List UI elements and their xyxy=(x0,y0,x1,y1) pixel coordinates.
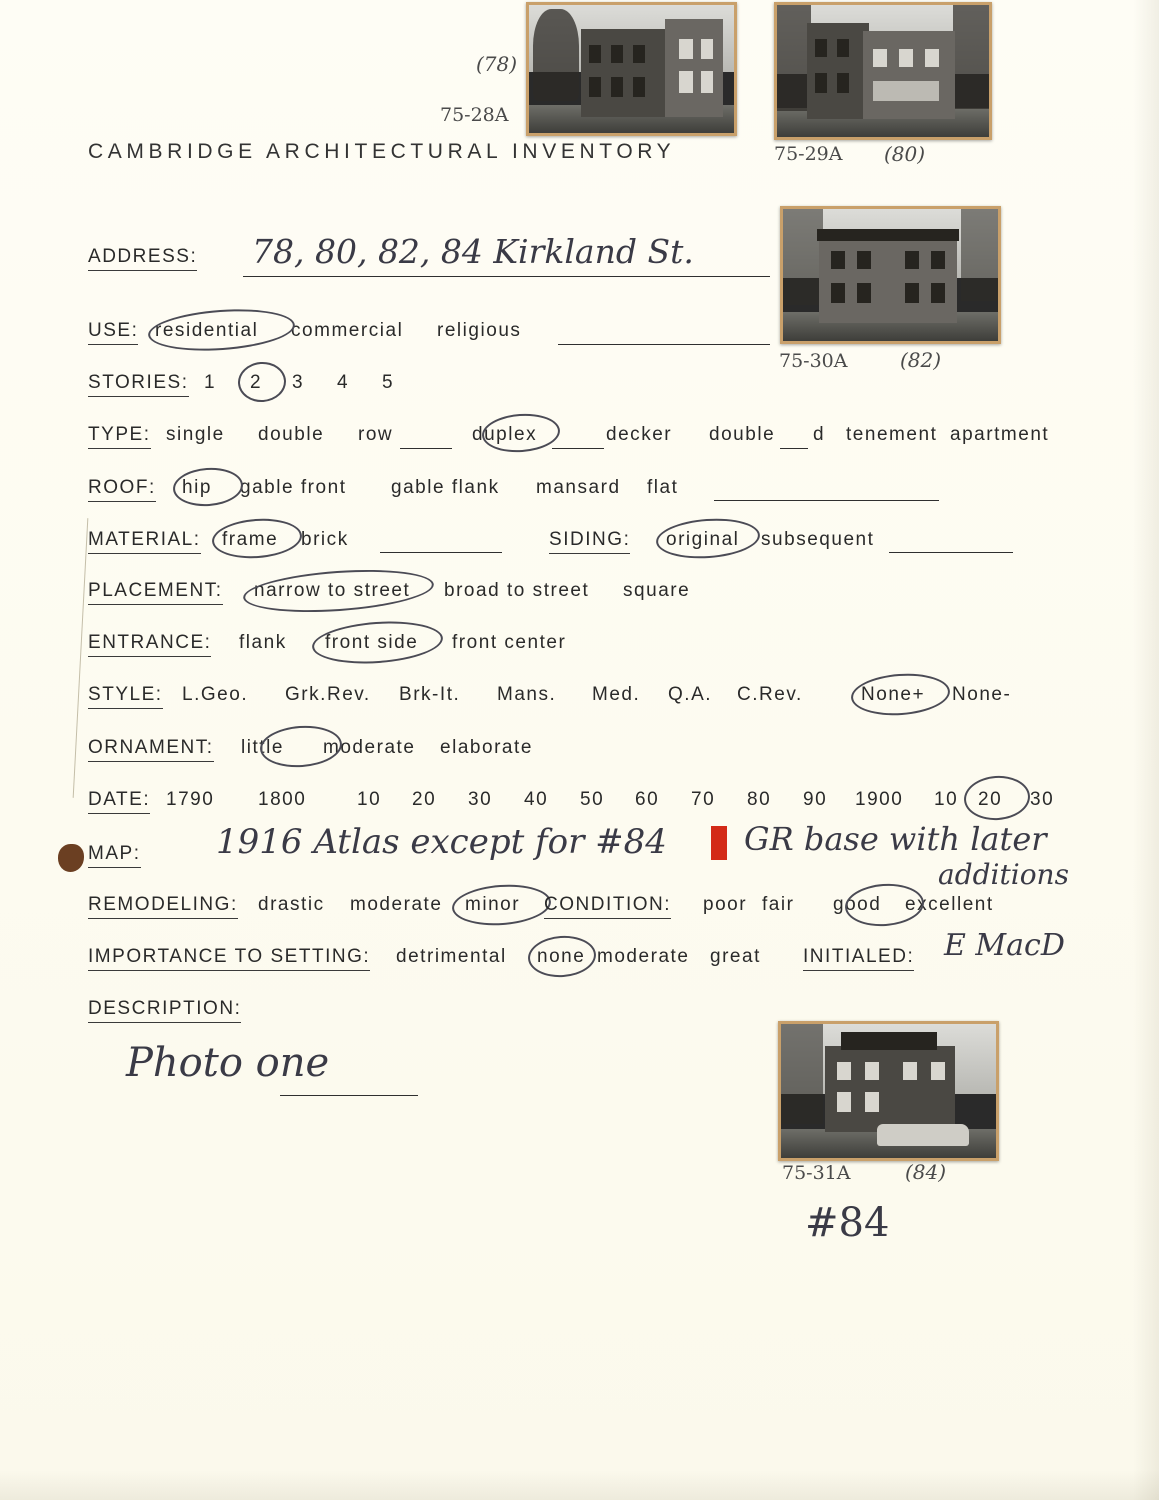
photo-number-82: (82) xyxy=(900,348,942,372)
style-option-none-plus[interactable]: None+ xyxy=(861,684,926,705)
window-shape xyxy=(837,73,849,93)
roof-selection-circle xyxy=(172,466,244,509)
material-selection-circle xyxy=(211,516,304,561)
style-selection-circle xyxy=(850,671,952,719)
placement-option-broad[interactable]: broad to street xyxy=(444,580,590,601)
date-option-80[interactable]: 80 xyxy=(747,789,772,810)
bottom-note: #84 xyxy=(805,1200,890,1246)
type-option-single[interactable]: single xyxy=(166,424,225,445)
placement-selection-circle xyxy=(242,564,435,617)
type-rule-1 xyxy=(400,448,452,449)
tree-icon xyxy=(783,209,823,305)
material-label: MATERIAL: xyxy=(88,529,201,554)
date-selection-circle xyxy=(963,774,1032,822)
photo-caption-80: 75-29A xyxy=(774,143,843,165)
type-option-decker[interactable]: decker xyxy=(606,424,673,445)
material-option-frame[interactable]: frame xyxy=(222,529,279,550)
description-rule xyxy=(280,1095,418,1096)
remodeling-option-moderate[interactable]: moderate xyxy=(350,894,443,915)
remodeling-selection-circle xyxy=(451,882,553,929)
house-shape xyxy=(863,31,955,119)
initialed-value: E MacD xyxy=(944,928,1065,963)
window-shape xyxy=(701,71,713,93)
type-rule-2 xyxy=(552,448,604,449)
type-selection-circle xyxy=(481,411,561,454)
stories-selection-circle xyxy=(237,360,288,403)
roof-option-flat[interactable]: flat xyxy=(647,477,679,498)
use-selection-circle xyxy=(147,305,296,355)
window-shape xyxy=(865,1092,879,1112)
style-option-lgeo[interactable]: L.Geo. xyxy=(182,684,249,705)
stories-option-1[interactable]: 1 xyxy=(204,372,217,393)
roof-option-gable-flank[interactable]: gable flank xyxy=(391,477,500,498)
remodeling-option-drastic[interactable]: drastic xyxy=(258,894,325,915)
page-title: CAMBRIDGE ARCHITECTURAL INVENTORY xyxy=(88,140,676,163)
page-edge-shadow xyxy=(1133,0,1159,1500)
window-shape xyxy=(815,73,827,93)
roof-rule xyxy=(714,500,939,501)
siding-rule xyxy=(889,552,1013,553)
roof-option-gable-front[interactable]: gable front xyxy=(240,477,347,498)
condition-selection-circle xyxy=(844,881,926,928)
address-value: 78, 80, 82, 84 Kirkland St. xyxy=(252,232,694,271)
photo-number-84: (84) xyxy=(905,1160,947,1184)
house-shape xyxy=(581,29,671,117)
description-label: DESCRIPTION: xyxy=(88,998,241,1023)
use-option-residential[interactable]: residential xyxy=(155,320,259,341)
paper-crease xyxy=(73,518,89,798)
house-shape xyxy=(825,1046,955,1132)
importance-option-great[interactable]: great xyxy=(710,946,761,967)
importance-option-none[interactable]: none xyxy=(537,946,586,967)
window-shape xyxy=(873,49,887,67)
photo-78 xyxy=(526,2,737,136)
window-shape xyxy=(857,283,871,303)
ornament-option-moderate[interactable]: moderate xyxy=(323,737,416,758)
type-option-apartment[interactable]: apartment xyxy=(950,424,1050,445)
entrance-option-front-side[interactable]: front side xyxy=(325,632,419,653)
window-shape xyxy=(837,1092,851,1112)
house-shape xyxy=(807,23,869,119)
window-shape xyxy=(899,49,913,67)
window-shape xyxy=(837,1062,851,1080)
window-shape xyxy=(633,45,645,63)
stories-option-4[interactable]: 4 xyxy=(337,372,350,393)
importance-label: IMPORTANCE TO SETTING: xyxy=(88,946,370,971)
red-mark xyxy=(711,826,727,860)
stories-option-3[interactable]: 3 xyxy=(292,372,305,393)
condition-option-good[interactable]: good xyxy=(833,894,882,915)
ornament-option-little[interactable]: little xyxy=(241,737,284,758)
photo-number-78: (78) xyxy=(476,52,518,76)
address-label: ADDRESS: xyxy=(88,246,197,271)
importance-option-detrimental[interactable]: detrimental xyxy=(396,946,507,967)
window-shape xyxy=(931,1062,945,1080)
style-option-med[interactable]: Med. xyxy=(592,684,641,705)
material-option-brick[interactable]: brick xyxy=(301,529,349,550)
window-shape xyxy=(903,1062,917,1080)
photo-number-80: (80) xyxy=(884,142,926,166)
use-rule xyxy=(558,344,770,345)
window-shape xyxy=(837,39,849,57)
tree-icon xyxy=(961,209,998,301)
siding-label: SIDING: xyxy=(549,529,630,554)
roof-option-mansard[interactable]: mansard xyxy=(536,477,621,498)
type-option-double-2[interactable]: double xyxy=(709,424,776,445)
siding-option-subsequent[interactable]: subsequent xyxy=(761,529,875,550)
condition-option-excellent[interactable]: excellent xyxy=(905,894,994,915)
window-shape xyxy=(931,251,945,269)
date-option-90[interactable]: 90 xyxy=(803,789,828,810)
window-shape xyxy=(633,77,645,97)
material-rule xyxy=(380,552,502,553)
type-option-row[interactable]: row xyxy=(358,424,394,445)
porch-shape xyxy=(873,81,939,101)
roof-option-hip[interactable]: hip xyxy=(182,477,212,498)
map-value: 1916 Atlas except for #84 xyxy=(216,822,667,862)
tree-icon xyxy=(533,9,579,101)
window-shape xyxy=(905,251,919,269)
date-option-10[interactable]: 10 xyxy=(357,789,382,810)
description-value: Photo one xyxy=(126,1040,330,1086)
window-shape xyxy=(815,39,827,57)
style-option-mans[interactable]: Mans. xyxy=(497,684,557,705)
window-shape xyxy=(611,77,623,97)
window-shape xyxy=(831,283,845,303)
date-option-1920[interactable]: 20 xyxy=(978,789,1003,810)
window-shape xyxy=(905,283,919,303)
window-shape xyxy=(589,77,601,97)
photo-caption-84: 75-31A xyxy=(782,1162,851,1184)
date-option-1800[interactable]: 1800 xyxy=(258,789,307,810)
type-option-tenement[interactable]: tenement xyxy=(846,424,938,445)
style-option-crev[interactable]: C.Rev. xyxy=(737,684,803,705)
car-shape xyxy=(877,1124,969,1146)
entrance-label: ENTRANCE: xyxy=(88,632,211,657)
photo-82 xyxy=(780,206,1001,344)
roof-shape xyxy=(817,229,959,241)
remodeling-option-minor[interactable]: minor xyxy=(465,894,521,915)
date-label: DATE: xyxy=(88,789,150,814)
photo-caption-82: 75-30A xyxy=(779,350,848,372)
window-shape xyxy=(589,45,601,63)
tree-icon xyxy=(781,1024,823,1124)
entrance-option-flank[interactable]: flank xyxy=(239,632,287,653)
importance-option-moderate[interactable]: moderate xyxy=(597,946,690,967)
ornament-selection-circle xyxy=(259,723,344,770)
window-shape xyxy=(679,71,693,93)
window-shape xyxy=(857,251,871,269)
photo-84 xyxy=(778,1021,999,1161)
style-label: STYLE: xyxy=(88,684,163,709)
siding-selection-circle xyxy=(655,515,761,561)
page-bottom-shadow xyxy=(0,1470,1159,1500)
type-option-d[interactable]: d xyxy=(813,424,826,445)
date-option-70[interactable]: 70 xyxy=(691,789,716,810)
house-shape xyxy=(665,19,723,117)
date-option-1790[interactable]: 1790 xyxy=(166,789,215,810)
date-option-20[interactable]: 20 xyxy=(412,789,437,810)
map-value-3: additions xyxy=(938,858,1069,891)
window-shape xyxy=(931,283,945,303)
stories-option-5[interactable]: 5 xyxy=(382,372,395,393)
entrance-selection-circle xyxy=(311,617,445,667)
ornament-label: ORNAMENT: xyxy=(88,737,214,762)
map-label: MAP: xyxy=(88,843,141,868)
use-label: USE: xyxy=(88,320,138,345)
style-option-grkrev[interactable]: Grk.Rev. xyxy=(285,684,371,705)
date-option-40[interactable]: 40 xyxy=(524,789,549,810)
remodeling-label: REMODELING: xyxy=(88,894,238,919)
condition-option-poor[interactable]: poor xyxy=(703,894,748,915)
date-option-1930[interactable]: 30 xyxy=(1030,789,1055,810)
window-shape xyxy=(831,251,845,269)
style-option-brkit[interactable]: Brk-It. xyxy=(399,684,461,705)
date-option-60[interactable]: 60 xyxy=(635,789,660,810)
style-option-none-minus[interactable]: None- xyxy=(952,684,1012,705)
use-option-religious[interactable]: religious xyxy=(437,320,522,341)
placement-option-square[interactable]: square xyxy=(623,580,691,601)
window-shape xyxy=(925,49,939,67)
date-option-1900[interactable]: 1900 xyxy=(855,789,904,810)
roof-shape xyxy=(841,1032,937,1050)
entrance-option-front-center[interactable]: front center xyxy=(452,632,567,653)
stories-option-2[interactable]: 2 xyxy=(250,372,263,393)
window-shape xyxy=(865,1062,879,1080)
condition-label: CONDITION: xyxy=(544,894,671,919)
type-option-duplex[interactable]: duplex xyxy=(472,424,538,445)
tree-icon xyxy=(953,5,989,109)
initialed-label: INITIALED: xyxy=(803,946,914,971)
use-option-commercial[interactable]: commercial xyxy=(291,320,404,341)
type-option-double[interactable]: double xyxy=(258,424,325,445)
stories-label: STORIES: xyxy=(88,372,189,397)
date-option-50[interactable]: 50 xyxy=(580,789,605,810)
date-option-1910[interactable]: 10 xyxy=(934,789,959,810)
house-shape xyxy=(819,237,957,323)
placement-label: PLACEMENT: xyxy=(88,580,223,605)
photo-80 xyxy=(774,2,992,140)
condition-option-fair[interactable]: fair xyxy=(762,894,795,915)
photo-caption-78: 75-28A xyxy=(440,104,509,126)
importance-selection-circle xyxy=(527,934,598,980)
ornament-option-elaborate[interactable]: elaborate xyxy=(440,737,533,758)
window-shape xyxy=(679,39,693,59)
address-rule xyxy=(243,276,770,277)
map-value-2: GR base with later xyxy=(744,820,1047,858)
type-rule-3 xyxy=(780,448,808,449)
style-option-qa[interactable]: Q.A. xyxy=(668,684,713,705)
siding-option-original[interactable]: original xyxy=(666,529,740,550)
placement-option-narrow[interactable]: narrow to street xyxy=(254,580,411,601)
tree-icon xyxy=(777,5,811,111)
stain-mark xyxy=(58,844,84,872)
roof-label: ROOF: xyxy=(88,477,156,502)
window-shape xyxy=(611,45,623,63)
type-label: TYPE: xyxy=(88,424,151,449)
window-shape xyxy=(701,39,713,59)
date-option-30[interactable]: 30 xyxy=(468,789,493,810)
